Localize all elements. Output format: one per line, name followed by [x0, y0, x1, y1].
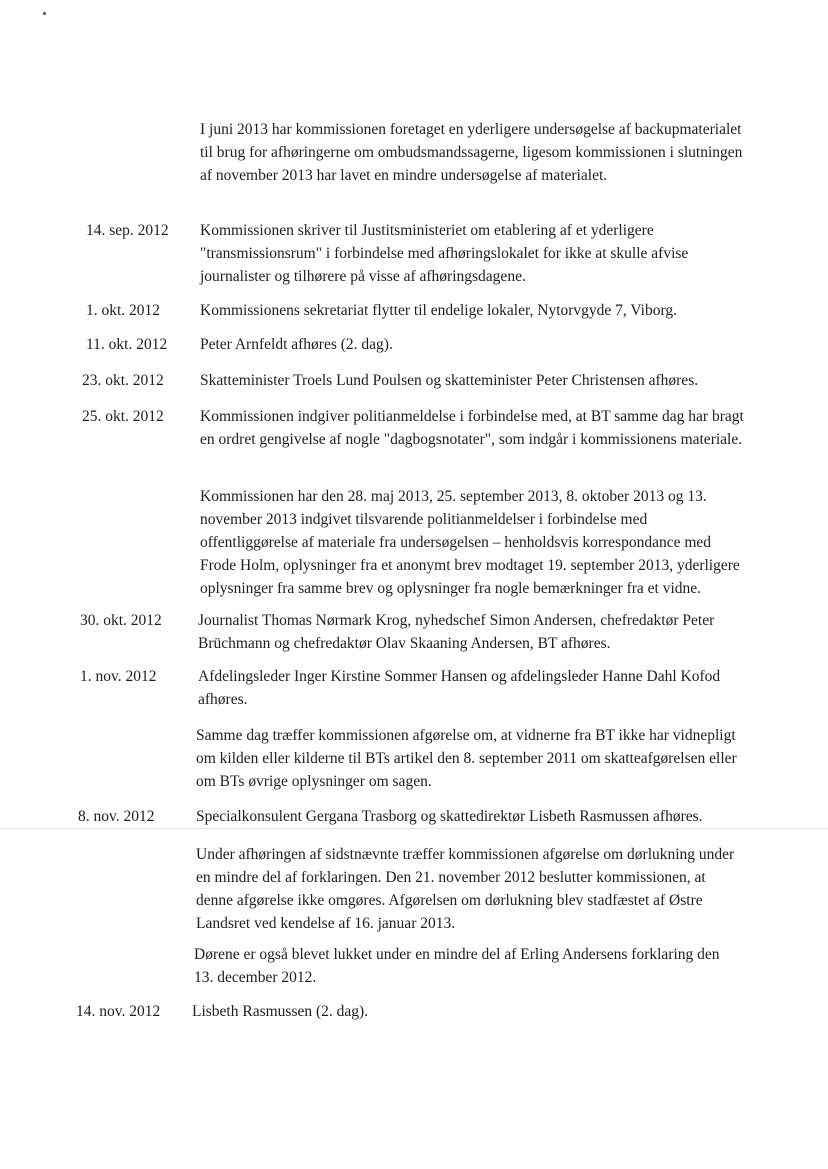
entry-text: Journalist Thomas Nørmark Krog, nyhedschef Simon Andersen, chefredaktør Peter Brüchmann og chefredaktør Olav Skaaning Andersen, BT afhøres.: [198, 612, 715, 652]
entry-text: Peter Arnfeldt afhøres (2. dag).: [200, 336, 393, 353]
entry-date: 11. okt. 2012: [86, 336, 168, 353]
entry-date: 8. nov. 2012: [78, 808, 155, 825]
entry-text: Kommissionen har den 28. maj 2013, 25. september 2013, 8. oktober 2013 og 13. november 2013 indgivet tilsvarende politianmeldelser i forbindelse med offentliggørelse af materiale fra undersøgelsen – henholdsvis korrespondance med Frode Holm, oplysninger fra et anonymt brev modtaget 19. september 2013, yderligere oplysninger fra samme brev og oplysninger fra nogle bemærkninger fra et vidne.: [200, 488, 740, 597]
entry-text: Kommissionen indgiver politianmeldelse i forbindelse med, at BT samme dag har bragt en ordret gengivelse af nogle "dagbogsnotater", som indgår i kommissionens materiale.: [200, 408, 744, 448]
entry-date: 14. sep. 2012: [86, 222, 169, 239]
entry-text: Dørene er også blevet lukket under en mindre del af Erling Andersens forklaring den 13. december 2012.: [194, 946, 720, 986]
entry-text: Kommissionens sekretariat flytter til endelige lokaler, Nytorvgyde 7, Viborg.: [200, 302, 677, 319]
entry-text: Skatteminister Troels Lund Poulsen og skatteminister Peter Christensen afhøres.: [200, 372, 699, 389]
entry-date: 1. okt. 2012: [86, 302, 161, 319]
scan-line: [0, 828, 828, 829]
scan-speck: [43, 12, 46, 15]
entry-text: Samme dag træffer kommissionen afgørelse om, at vidnerne fra BT ikke har vidnepligt om kilden eller kilderne til BTs artikel den 8. september 2011 om skatteafgørelsen eller om BTs øvrige oplysninger om sagen.: [196, 727, 737, 790]
entry-date: 30. okt. 2012: [80, 612, 162, 629]
entry-text: Kommissionen skriver til Justitsministeriet om etablering af et yderligere "transmissionsrum" i forbindelse med afhøringslokalet for ikke at skulle afvise journalister og tilhørere på visse af afhøringsdagene.: [200, 222, 689, 285]
entry-date: 25. okt. 2012: [82, 408, 164, 425]
entry-text: I juni 2013 har kommissionen foretaget en yderligere undersøgelse af backupmaterialet til brug for afhøringerne om ombudsmandssagerne, ligesom kommissionen i slutningen af november 2013 har lavet en mindre undersøgelse af materialet.: [200, 121, 743, 184]
entry-date: 23. okt. 2012: [82, 372, 164, 389]
entry-text: Under afhøringen af sidstnævnte træffer kommissionen afgørelse om dørlukning under en mindre del af forklaringen. Den 21. november 2012 beslutter kommissionen, at denne afgørelse ikke omgøres. Afgørelsen om dørlukning blev stadfæstet af Østre Landsret ved kendelse af 16. januar 2013.: [196, 846, 735, 932]
entry-text: Lisbeth Rasmussen (2. dag).: [192, 1003, 369, 1020]
entry-date: 1. nov. 2012: [80, 668, 157, 685]
entry-text: Specialkonsulent Gergana Trasborg og skattedirektør Lisbeth Rasmussen afhøres.: [196, 808, 703, 825]
entry-text: Afdelingsleder Inger Kirstine Sommer Hansen og afdelingsleder Hanne Dahl Kofod afhøres.: [198, 668, 721, 708]
entry-date: 14. nov. 2012: [76, 1003, 161, 1020]
